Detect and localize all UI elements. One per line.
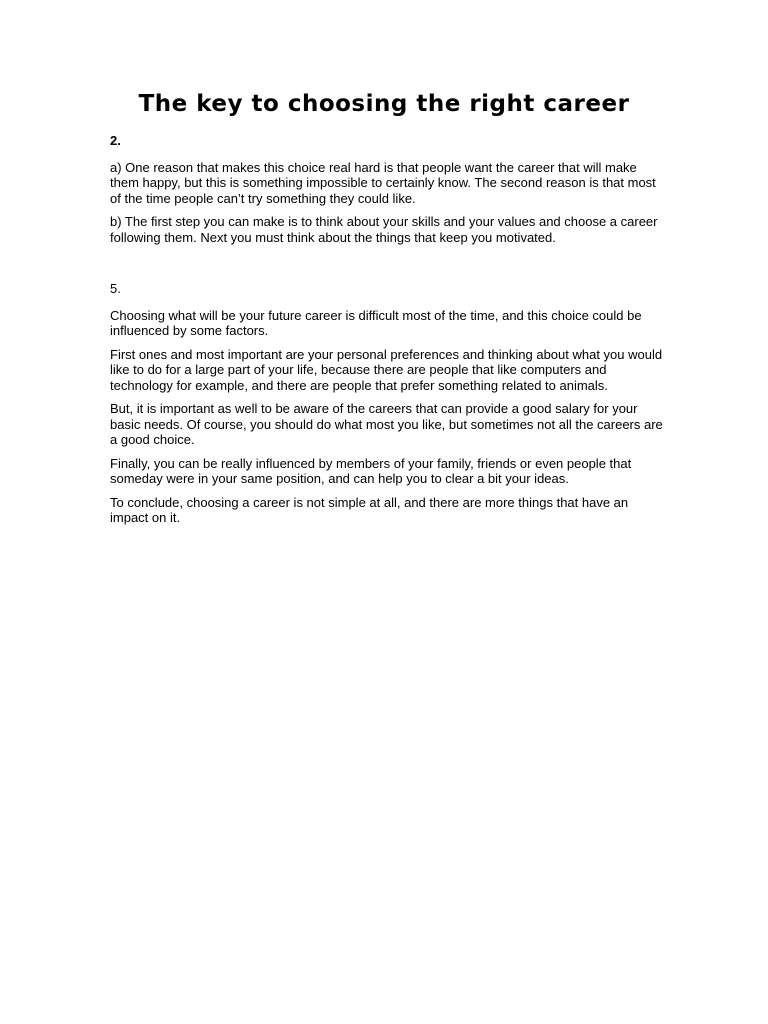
essay-paragraph-intro: Choosing what will be your future career is difficult most of the time, and this choice could be influenced by some factors. <box>110 307 642 338</box>
question-number-2: 2. <box>110 133 121 148</box>
essay-paragraph-preferences: First ones and most important are your personal preferences and thinking about what you would like to do for a large part of your life, because there are people that like computers and technology for example, and there are people that prefer something related to animals. <box>110 346 663 393</box>
document-title: The key to choosing the right career <box>138 91 630 117</box>
essay-paragraph-salary: But, it is important as well to be aware of the careers that can provide a good salary for your basic needs. Of course, you should do what most you like, but sometimes not all the careers are a good choice. <box>110 401 663 447</box>
answer-2a: a) One reason that makes this choice real hard is that people want the career that will make them happy, but this is something impossible to certainly know. The second reason is that most of the time people can’t try something they could like. <box>110 159 656 206</box>
essay-paragraph-conclusion: To conclude, choosing a career is not simple at all, and there are more things that have an impact on it. <box>110 494 629 525</box>
question-number-5: 5. <box>110 281 121 296</box>
answer-2b: b) The first step you can make is to think about your skills and your values and choose a career following them. Next you must think about the things that keep you motivated. <box>110 214 658 245</box>
document-body <box>110 133 666 534</box>
essay-paragraph-influence: Finally, you can be really influenced by members of your family, friends or even people that someday were in your same position, and can help you to clear a bit your ideas. <box>110 455 632 486</box>
